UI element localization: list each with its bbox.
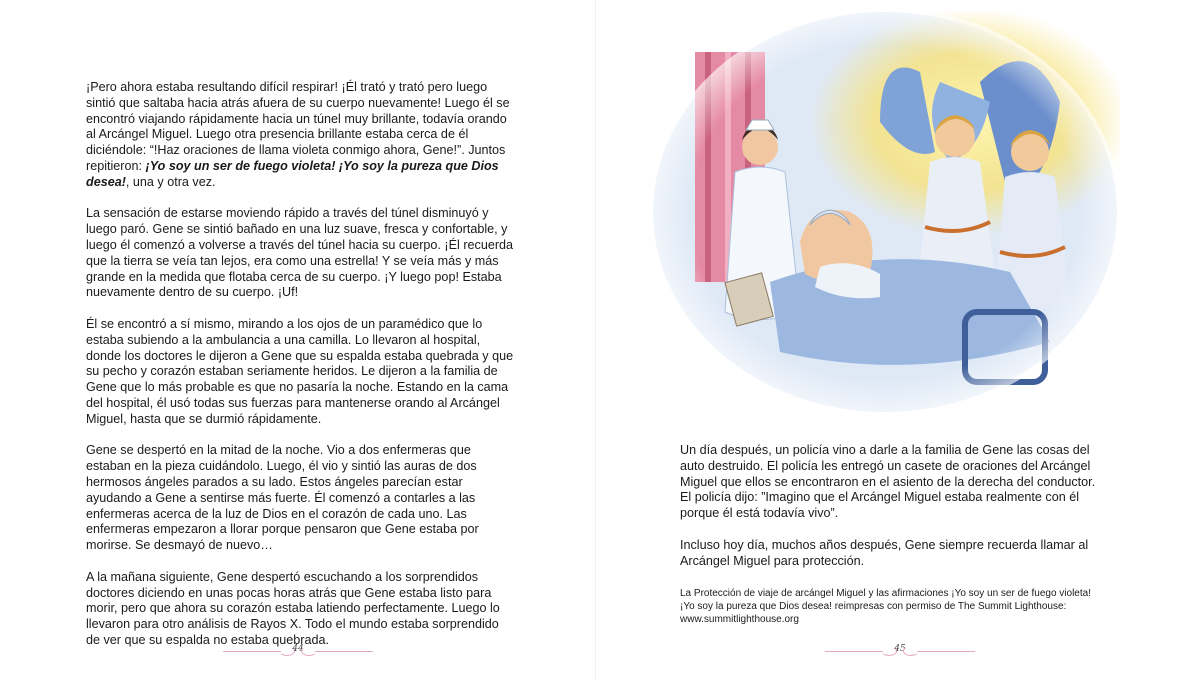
paragraph-2: La sensación de estarse moviendo rápido a través del túnel disminuyó y luego paró. Gene se sintió bañado en una luz suave, fresca y confortable, y luego él comenzó a volverse a través del túnel hacia su cuerpo. ¡Él recuerda que la tierra se veía tan lejos, era como una estrella! Y se veía más y más grande en la medida que flotaba cerca de su cuerpo. ¡Y luego pop! Estaba nuevamente dentro de su cuerpo. ¡Uf! bbox=[86, 206, 514, 300]
ornament-line bbox=[315, 651, 373, 652]
page-number: 45 bbox=[894, 644, 906, 654]
page-number-ornament-left bbox=[223, 644, 373, 658]
left-page bbox=[0, 0, 595, 680]
paragraph-7: Incluso hoy día, muchos años después, Gene siempre recuerda llamar al Arcángel Miguel para protección. bbox=[680, 537, 1089, 568]
page-number: 44 bbox=[292, 644, 304, 654]
paragraph-5: A la mañana siguiente, Gene despertó escuchando a los sorprendidos doctores diciendo en unas pocas horas atrás que Gene estaba listo para morir, pero que ahora su corazón estaba latiendo perfectamente. Luego lo llevaron para otro análisis de Rayos X. Todo el mundo estaba sorprendido de ver que su espalda no estaba quebrada. bbox=[86, 569, 500, 647]
page-number-ornament-right bbox=[825, 644, 975, 658]
paragraph-1-tail: , una y otra vez. bbox=[125, 174, 216, 189]
hospital-angels-illustration bbox=[650, 12, 1120, 417]
paragraph-1-text: ¡Pero ahora estaba resultando difícil respirar! ¡Él trató y trató pero luego sintió que saltaba hacia atrás afuera de su cuerpo nuevamente! Luego él se encontró viajando rápidamente hacia un túnel muy brillante, todavía orando al Arcángel Miguel. Luego otra presencia brillante estaba cerca de él diciéndole: “!Haz oraciones de llama violeta conmigo ahora, Gene!”. Juntos repitieron: bbox=[86, 80, 510, 173]
paragraph-4: Gene se despertó en la mitad de la noche. Vio a dos enfermeras que estaban en la pieza cuidándolo. Luego, él vio y sintió las auras de dos hermosos ángeles parados a su lado. Estos ángeles parecían estar ayudando a Gene a sentirse más fuerte. Él comenzó a contarles a las enfermeras acerca de la luz de Dios en el corazón de cada uno. Las enfermeras empezaron a llorar porque pensaron que Gene estaba por morirse. Se desmayó de nuevo… bbox=[86, 443, 479, 553]
violet-fire-affirmation: ¡Yo soy un ser de fuego violeta! ¡Yo soy la pureza que Dios desea! bbox=[86, 158, 499, 189]
right-text-block bbox=[680, 443, 1100, 585]
paragraph-6: Un día después, un policía vino a darle a la familia de Gene las cosas del auto destruido. El policía les entregó un casete de oraciones del Arcángel Miguel que ellos se encontraron en el asiento de la derecha del conductor. El policía dijo: ”Imagino que el Arcángel Miguel estaba realmente con él porque él está todavía vivo”. bbox=[680, 443, 1096, 521]
right-page bbox=[595, 0, 1191, 680]
left-text-block bbox=[86, 80, 514, 664]
vignette bbox=[650, 12, 1120, 416]
paragraph-3: Él se encontró a sí mismo, mirando a los ojos de un paramédico que lo estaba subiendo a la ambulancia a una camilla. Lo llevaron al hospital, donde los doctores le dijeron a Gene que su espalda estaba quebrada y que su pecho y corazón estaban seriamente heridos. Le dijeron a la familia de Gene que lo más probable es que no pasaría la noche. Estando en la cama del hospital, él usó todas sus fuerzas para mantenerse orando al Arcángel Miguel, hasta que se durmió rápidamente. bbox=[86, 316, 514, 426]
ornament-line bbox=[917, 651, 975, 652]
paragraph-1 bbox=[86, 80, 514, 191]
reprint-credit: La Protección de viaje de arcángel Miguel y las afirmaciones ¡Yo soy un ser de fuego violeta! ¡Yo soy la pureza que Dios desea! reimpresas con permiso de The Summit Lighthouse: www.summitlighthouse.org bbox=[680, 588, 1091, 625]
